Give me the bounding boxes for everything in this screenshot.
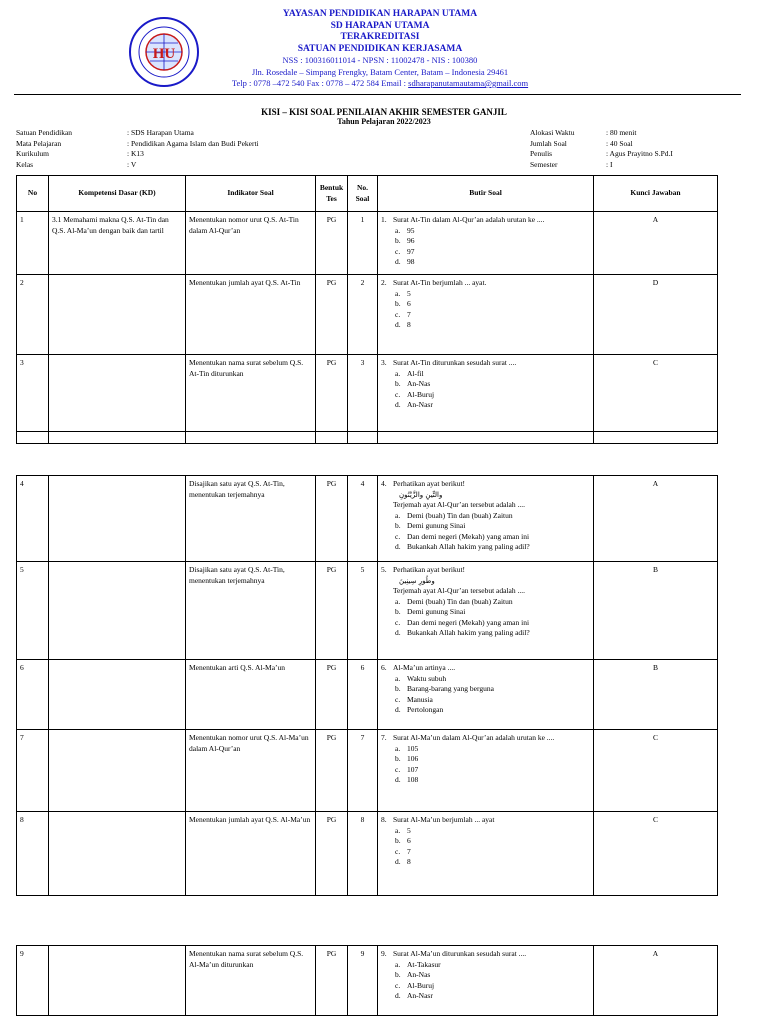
row-number: 2 (17, 275, 49, 355)
question-stem (381, 949, 590, 960)
meta-row (530, 160, 673, 171)
option-letter: a. (395, 825, 401, 835)
question-stem-text: Surat Al-Ma’un berjumlah ... ayat (393, 815, 495, 824)
option-letter: a. (395, 959, 401, 969)
option-text: At-Takasur (407, 959, 441, 969)
indicator-cell: Menentukan nomor urut Q.S. Al-Ma’un dalam Al-Qur’an (186, 730, 316, 812)
question-stem (381, 358, 590, 369)
question-number-cell: 2 (348, 275, 378, 355)
meta-row (16, 149, 259, 160)
question-number-cell: 3 (348, 355, 378, 432)
option-letter: d. (395, 320, 401, 329)
answer-option (395, 542, 590, 553)
option-text: 5 (407, 288, 411, 298)
answer-option (395, 607, 590, 618)
question-cell (378, 212, 594, 275)
option-letter: c. (395, 846, 401, 856)
answer-option (395, 836, 590, 847)
indicator-cell: Disajikan satu ayat Q.S. At-Tin, menentukan terjemahnya (186, 476, 316, 562)
question-cell (378, 812, 594, 896)
indicator-cell: Menentukan nama surat sebelum Q.S. Al-Ma’un diturunkan (186, 946, 316, 1016)
meta-key: Alokasi Waktu (530, 128, 575, 137)
option-letter: d. (395, 628, 401, 637)
answer-options (381, 960, 590, 1002)
test-form-cell: PG (316, 730, 348, 812)
option-text: 108 (407, 775, 419, 784)
option-text: Barang-barang yang berguna (407, 684, 494, 693)
row-number: 6 (17, 660, 49, 730)
test-form-cell: PG (316, 812, 348, 896)
question-table-2 (16, 475, 718, 896)
option-text: Al-Buruj (407, 389, 435, 399)
column-header-kd: Kompetensi Dasar (KD) (49, 176, 186, 212)
option-letter: c. (395, 617, 401, 627)
question-stem-continuation: Terjemah ayat Al-Qur’an tersebut adalah .... (393, 586, 525, 595)
competency-cell (49, 812, 186, 896)
answer-option (395, 684, 590, 695)
question-stem-number: 3. (381, 358, 387, 367)
table-row (17, 275, 718, 355)
option-letter: d. (395, 705, 401, 714)
question-stem-text: Surat At-Tin diturunkan sesudah surat .... (393, 358, 517, 367)
question-table-3 (16, 945, 718, 1016)
answer-option (395, 765, 590, 776)
test-form-cell: PG (316, 946, 348, 1016)
question-stem (381, 565, 590, 576)
answer-option (395, 257, 590, 268)
indicator-cell: Menentukan nama surat sebelum Q.S. At-Tin diturunkan (186, 355, 316, 432)
answer-option (395, 826, 590, 837)
row-number: 5 (17, 562, 49, 660)
answer-option (395, 532, 590, 543)
option-letter: d. (395, 775, 401, 784)
row-number: 1 (17, 212, 49, 275)
answer-option (395, 320, 590, 331)
svg-text:HU: HU (152, 46, 176, 62)
question-number-cell: 4 (348, 476, 378, 562)
option-text: Pertolongan (407, 705, 444, 714)
option-letter: b. (395, 236, 401, 245)
school-address: Jln. Rosedale – Simpang Frengky, Batam Center, Batam – Indonesia 29461 (251, 66, 509, 77)
option-letter: a. (395, 673, 401, 683)
question-stem-text: Surat Al-Ma’un dalam Al-Qur’an adalah urutan ke .... (393, 733, 555, 742)
question-number-cell: 8 (348, 812, 378, 896)
option-letter: d. (395, 857, 401, 866)
answer-option (395, 695, 590, 706)
option-text: An-Nas (407, 970, 431, 979)
column-header-bentuk: Bentuk Tes (316, 176, 348, 212)
row-number: 3 (17, 355, 49, 432)
indicator-cell: Menentukan jumlah ayat Q.S. At-Tin (186, 275, 316, 355)
answer-option (395, 991, 590, 1002)
answer-key-cell: A (594, 212, 718, 275)
test-form-cell: PG (316, 660, 348, 730)
answer-option (395, 981, 590, 992)
column-header-indikator: Indikator Soal (186, 176, 316, 212)
contact-text: Telp : 0778 –472 540 Fax : 0778 – 472 584 Email : (231, 78, 409, 88)
question-stem-number: 4. (381, 479, 387, 488)
test-form-cell: PG (316, 275, 348, 355)
answer-option (395, 521, 590, 532)
option-letter: d. (395, 257, 401, 266)
option-letter: b. (395, 607, 401, 616)
question-stem (381, 663, 590, 674)
option-text: Demi (buah) Tin dan (buah) Zaitun (407, 510, 513, 520)
option-text: Waktu subuh (407, 673, 447, 683)
answer-key-cell: C (594, 812, 718, 896)
option-text: An-Nasr (407, 400, 433, 409)
accreditation: TERAKREDITASI (340, 32, 420, 42)
row-number: 7 (17, 730, 49, 812)
answer-option (395, 754, 590, 765)
indicator-cell: Menentukan arti Q.S. Al-Ma’un (186, 660, 316, 730)
answer-options (381, 597, 590, 639)
test-form-cell: PG (316, 212, 348, 275)
question-cell (378, 275, 594, 355)
question-number-cell: 6 (348, 660, 378, 730)
answer-option (395, 705, 590, 716)
option-letter: a. (395, 288, 401, 298)
option-text: 8 (407, 857, 411, 866)
email-link[interactable]: sdharapanutamautama@gmail.com (408, 78, 529, 88)
option-letter: c. (395, 389, 401, 399)
question-stem-number: 5. (381, 565, 387, 574)
meta-key: Kelas (16, 159, 34, 169)
answer-option (395, 960, 590, 971)
question-stem-number: 2. (381, 278, 387, 287)
answer-key-cell: A (594, 476, 718, 562)
option-letter: d. (395, 542, 401, 551)
indicator-cell: Menentukan jumlah ayat Q.S. Al-Ma’un (186, 812, 316, 896)
option-letter: b. (395, 684, 401, 693)
meta-key: Kurikulum (16, 149, 49, 158)
meta-value: : K13 (127, 149, 144, 158)
test-form-cell: PG (316, 355, 348, 432)
table-row (17, 946, 718, 1016)
answer-option (395, 379, 590, 390)
option-letter: c. (395, 764, 401, 774)
meta-value: : SDS Harapan Utama (127, 128, 194, 137)
answer-option (395, 247, 590, 258)
table-row (17, 730, 718, 812)
column-header-kunci: Kunci Jawaban (594, 176, 718, 212)
arabic-verse: والتِّينِ والزَّيْتُونِ (399, 490, 443, 499)
question-number-cell: 5 (348, 562, 378, 660)
row-number: 9 (17, 946, 49, 1016)
question-number-cell: 7 (348, 730, 378, 812)
meta-row (16, 128, 259, 139)
answer-options (381, 226, 590, 268)
meta-row (530, 139, 673, 150)
question-stem-number: 1. (381, 215, 387, 224)
question-table-1 (16, 175, 718, 444)
option-letter: c. (395, 309, 401, 319)
title-main: KISI – KISI SOAL PENILAIAN AKHIR SEMESTER GANJIL (261, 107, 507, 117)
competency-cell (49, 275, 186, 355)
option-letter: a. (395, 510, 401, 520)
document-title (0, 107, 768, 127)
meta-row (16, 139, 259, 150)
answer-option (395, 226, 590, 237)
answer-option (395, 857, 590, 868)
meta-value: : V (127, 159, 137, 169)
question-stem-text: Al-Ma’un artinya .... (393, 663, 456, 672)
question-stem-text: Surat Al-Ma’un diturunkan sesudah surat .... (393, 949, 527, 958)
answer-option (395, 236, 590, 247)
question-stem (381, 215, 590, 226)
answer-option (395, 628, 590, 639)
empty-cell (378, 432, 594, 444)
option-text: 6 (407, 836, 411, 845)
question-cell (378, 476, 594, 562)
table-header-row (17, 176, 718, 212)
option-text: 98 (407, 257, 415, 266)
table-row (17, 476, 718, 562)
letterhead (0, 0, 768, 96)
answer-option (395, 970, 590, 981)
school-contact (190, 78, 570, 90)
indicator-cell: Menentukan nomor urut Q.S. At-Tin dalam Al-Qur’an (186, 212, 316, 275)
meta-value: : 80 menit (606, 128, 637, 137)
option-text: An-Nas (407, 379, 431, 388)
arabic-verse: وطُورِ سِينِينَ (399, 576, 435, 585)
option-text: 107 (407, 764, 419, 774)
option-text: An-Nasr (407, 991, 433, 1000)
question-stem-text: Surat At-Tin berjumlah ... ayat. (393, 278, 487, 287)
school-ids: NSS : 100316011014 - NPSN : 11002478 - NIS : 100380 (282, 55, 478, 65)
option-letter: b. (395, 836, 401, 845)
option-letter: a. (395, 596, 401, 606)
answer-option (395, 674, 590, 685)
question-cell (378, 946, 594, 1016)
option-letter: c. (395, 531, 401, 541)
meta-row (530, 128, 673, 139)
option-text: Manusia (407, 694, 433, 704)
option-text: Al-Buruj (407, 980, 435, 990)
option-text: 6 (407, 299, 411, 308)
answer-options (381, 369, 590, 411)
option-text: Demi gunung Sinai (407, 607, 466, 616)
competency-cell (49, 660, 186, 730)
answer-option (395, 400, 590, 411)
empty-cell (594, 432, 718, 444)
option-text: 95 (407, 225, 415, 235)
option-text: Dan demi negeri (Mekah) yang aman ini (407, 531, 530, 541)
option-text: Al-fil (407, 368, 424, 378)
meta-value: : Agus Prayitno S.Pd.I (606, 149, 673, 158)
meta-key: Jumlah Soal (530, 138, 567, 148)
option-letter: b. (395, 754, 401, 763)
question-cell (378, 562, 594, 660)
meta-row (530, 149, 673, 160)
competency-cell (49, 946, 186, 1016)
empty-cell (316, 432, 348, 444)
meta-row (16, 160, 259, 171)
answer-options (381, 289, 590, 331)
answer-option (395, 299, 590, 310)
column-header-butir: Butir Soal (378, 176, 594, 212)
question-number-cell: 1 (348, 212, 378, 275)
test-form-cell: PG (316, 476, 348, 562)
question-stem-text: Perhatikan ayat berikut! (393, 565, 466, 574)
competency-cell: 3.1 Memahami makna Q.S. At-Tin dan Q.S. Al-Ma’un dengan baik dan tartil (49, 212, 186, 275)
table-row (17, 212, 718, 275)
question-stem (381, 479, 590, 490)
question-stem-number: 7. (381, 733, 387, 742)
answer-option (395, 369, 590, 380)
option-text: 5 (407, 825, 411, 835)
meta-value: : Pendidikan Agama Islam dan Budi Pekerti (127, 138, 259, 148)
table-row (17, 660, 718, 730)
answer-option (395, 618, 590, 629)
competency-cell (49, 355, 186, 432)
option-text: Bukankah Allah hakim yang paling adil? (407, 628, 530, 637)
option-letter: a. (395, 225, 401, 235)
table-row (17, 812, 718, 896)
row-number: 4 (17, 476, 49, 562)
question-stem-number: 6. (381, 663, 387, 672)
answer-option (395, 744, 590, 755)
option-letter: b. (395, 521, 401, 530)
row-number: 8 (17, 812, 49, 896)
question-stem-text: Perhatikan ayat berikut! (393, 479, 466, 488)
test-form-cell: PG (316, 562, 348, 660)
meta-key: Penulis (530, 149, 553, 158)
answer-option (395, 847, 590, 858)
question-stem (381, 815, 590, 826)
option-letter: c. (395, 980, 401, 990)
meta-left (16, 128, 259, 170)
question-stem (381, 733, 590, 744)
option-text: 96 (407, 236, 415, 245)
answer-option (395, 390, 590, 401)
question-stem-number: 8. (381, 815, 387, 824)
empty-cell (49, 432, 186, 444)
competency-cell (49, 476, 186, 562)
school-name: SD HARAPAN UTAMA (330, 20, 430, 31)
option-text: 106 (407, 754, 419, 763)
table-row (17, 355, 718, 432)
option-text: 97 (407, 246, 415, 256)
competency-cell (49, 730, 186, 812)
answer-key-cell: B (594, 660, 718, 730)
empty-cell (348, 432, 378, 444)
option-text: Demi gunung Sinai (407, 521, 466, 530)
answer-option (395, 289, 590, 300)
question-cell (378, 660, 594, 730)
question-cell (378, 355, 594, 432)
answer-key-cell: A (594, 946, 718, 1016)
answer-options (381, 511, 590, 553)
org-name: YAYASAN PENDIDIKAN HARAPAN UTAMA (282, 9, 478, 19)
option-letter: b. (395, 970, 401, 979)
unit-name: SATUAN PENDIDIKAN KERJASAMA (297, 43, 463, 54)
answer-key-cell: D (594, 275, 718, 355)
empty-cell (17, 432, 49, 444)
option-letter: b. (395, 379, 401, 388)
option-text: 105 (407, 743, 419, 753)
option-letter: a. (395, 743, 401, 753)
option-letter: c. (395, 246, 401, 256)
question-number-cell: 9 (348, 946, 378, 1016)
option-text: Bukankah Allah hakim yang paling adil? (407, 542, 530, 551)
meta-right (530, 128, 673, 170)
meta-key: Mata Pelajaran (16, 138, 62, 148)
option-letter: c. (395, 694, 401, 704)
answer-options (381, 744, 590, 786)
answer-option (395, 597, 590, 608)
option-letter: d. (395, 991, 401, 1000)
empty-row (17, 432, 718, 444)
indicator-cell: Disajikan satu ayat Q.S. At-Tin, menentukan terjemahnya (186, 562, 316, 660)
table-row (17, 562, 718, 660)
header-divider (14, 94, 741, 95)
meta-key: Satuan Pendidikan (16, 128, 73, 137)
answer-option (395, 775, 590, 786)
column-header-no: No (17, 176, 49, 212)
column-header-no-soal: No. Soal (348, 176, 378, 212)
option-text: Demi (buah) Tin dan (buah) Zaitun (407, 596, 513, 606)
meta-key: Semester (530, 159, 558, 169)
meta-value: : I (606, 159, 613, 169)
answer-key-cell: C (594, 730, 718, 812)
option-letter: a. (395, 368, 401, 378)
competency-cell (49, 562, 186, 660)
answer-option (395, 310, 590, 321)
option-letter: b. (395, 299, 401, 308)
title-year: Tahun Pelajaran 2022/2023 (337, 117, 431, 126)
question-stem (381, 278, 590, 289)
question-stem-number: 9. (381, 949, 387, 958)
option-text: 7 (407, 309, 411, 319)
option-text: 8 (407, 320, 411, 329)
option-text: Dan demi negeri (Mekah) yang aman ini (407, 617, 530, 627)
answer-key-cell: C (594, 355, 718, 432)
empty-cell (186, 432, 316, 444)
option-text: 7 (407, 846, 411, 856)
answer-options (381, 826, 590, 868)
meta-value: : 40 Soal (606, 138, 633, 148)
answer-option (395, 511, 590, 522)
answer-key-cell: B (594, 562, 718, 660)
question-stem-continuation: Terjemah ayat Al-Qur’an tersebut adalah .... (393, 500, 525, 509)
question-cell (378, 730, 594, 812)
question-stem-text: Surat At-Tin dalam Al-Qur’an adalah urutan ke .... (393, 215, 545, 224)
option-letter: d. (395, 400, 401, 409)
answer-options (381, 674, 590, 716)
